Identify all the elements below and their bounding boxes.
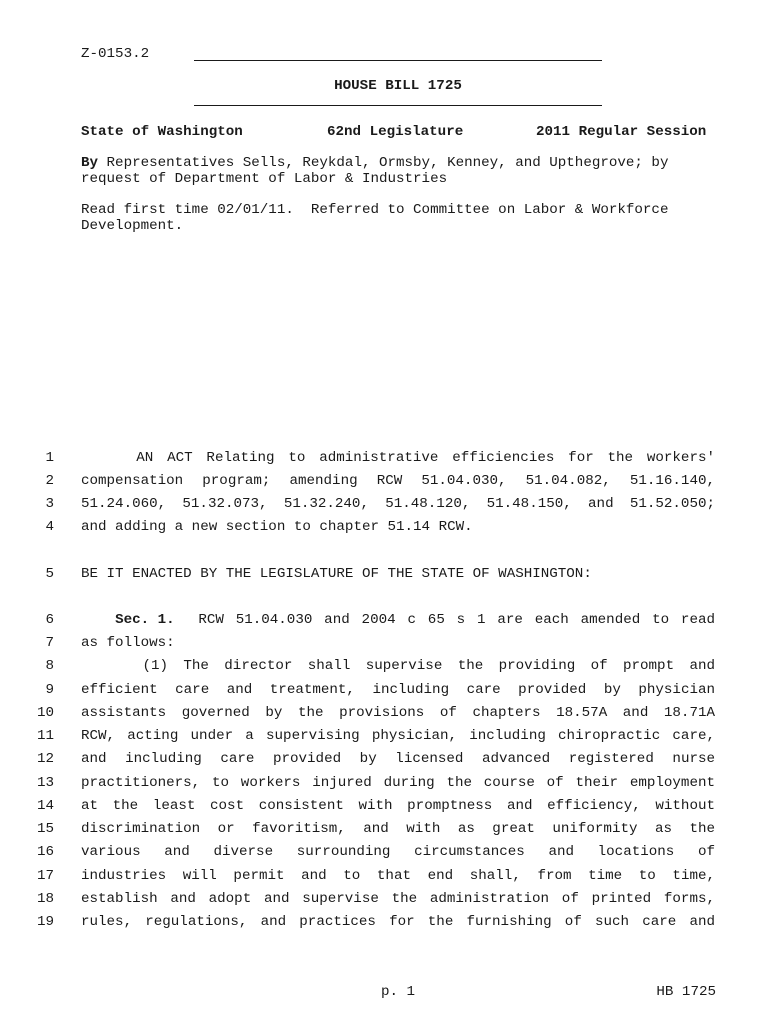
line-number: 1	[45, 450, 54, 466]
line-number: 13	[36, 775, 54, 791]
read-first-line-1: Read first time 02/01/11. Referred to Committee on Labor & Workforce	[81, 202, 669, 218]
body-line: RCW, acting under a supervising physician, including chiropractic care,	[81, 728, 715, 744]
sponsors-line-1	[81, 155, 668, 171]
line-number: 15	[36, 821, 54, 837]
body-line: 51.24.060, 51.32.073, 51.32.240, 51.48.120, 51.48.150, and 51.52.050;	[81, 496, 715, 512]
body-line: discrimination or favoritism, and with as great uniformity as the	[81, 821, 715, 837]
line-number: 16	[36, 844, 54, 860]
body-line: efficient care and treatment, including care provided by physician	[81, 682, 715, 698]
body-line: rules, regulations, and practices for the furnishing of such care and	[81, 914, 715, 930]
header-rule-bottom	[194, 105, 602, 106]
line-number: 12	[36, 751, 54, 767]
line-number: 17	[36, 868, 54, 884]
sponsors-by-label: By	[81, 155, 99, 171]
legislature: 62nd Legislature	[327, 124, 464, 140]
body-line: compensation program; amending RCW 51.04.030, 51.04.082, 51.16.140,	[81, 473, 715, 489]
header-rule-top	[194, 60, 602, 61]
section-heading-text: RCW 51.04.030 and 2004 c 65 s 1 are each amended to read	[174, 612, 715, 628]
body-line: and adding a new section to chapter 51.14 RCW.	[81, 519, 473, 535]
state-name: State of Washington	[81, 124, 243, 140]
body-line: as follows:	[81, 635, 175, 651]
line-number: 4	[45, 519, 54, 535]
bill-code: Z-0153.2	[81, 46, 150, 62]
line-number: 19	[36, 914, 54, 930]
sponsors-names: Representatives Sells, Reykdal, Ormsby, Kenney, and Upthegrove; by	[98, 155, 669, 171]
read-first-line-2: Development.	[81, 218, 184, 234]
line-number: 18	[36, 891, 54, 907]
body-line: AN ACT Relating to administrative efficiencies for the workers'	[81, 450, 715, 466]
line-number: 9	[45, 682, 54, 698]
body-line: establish and adopt and supervise the administration of printed forms,	[81, 891, 715, 907]
page-number: p. 1	[380, 984, 416, 1000]
line-number: 11	[36, 728, 54, 744]
section-label: Sec. 1.	[115, 612, 175, 628]
body-line: practitioners, to workers injured during the course of their employment	[81, 775, 715, 791]
body-line: at the least cost consistent with promptness and efficiency, without	[81, 798, 715, 814]
body-line: industries will permit and to that end shall, from time to time,	[81, 868, 715, 884]
line-number: 10	[36, 705, 54, 721]
body-line	[81, 612, 715, 628]
body-line: assistants governed by the provisions of chapters 18.57A and 18.71A	[81, 705, 715, 721]
line-number: 6	[45, 612, 54, 628]
line-number: 5	[45, 566, 54, 582]
body-line: various and diverse surrounding circumstances and locations of	[81, 844, 715, 860]
line-number: 2	[45, 473, 54, 489]
body-line: (1) The director shall supervise the providing of prompt and	[81, 658, 715, 674]
line-number: 3	[45, 496, 54, 512]
sponsors-line-2: request of Department of Labor & Industries	[81, 171, 448, 187]
line-number: 8	[45, 658, 54, 674]
session: 2011 Regular Session	[536, 124, 707, 140]
line-number: 14	[36, 798, 54, 814]
footer-bill-ref: HB 1725	[656, 984, 716, 1000]
line-number: 7	[45, 635, 54, 651]
enacting-clause: BE IT ENACTED BY THE LEGISLATURE OF THE STATE OF WASHINGTON:	[81, 566, 592, 582]
body-line: and including care provided by licensed advanced registered nurse	[81, 751, 715, 767]
bill-title: HOUSE BILL 1725	[334, 78, 462, 94]
